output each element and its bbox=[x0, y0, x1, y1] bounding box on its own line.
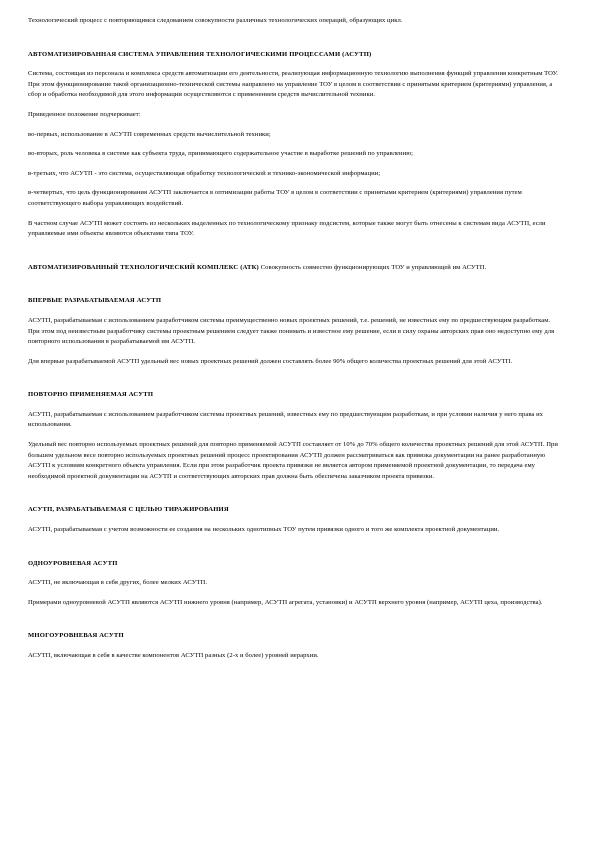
asutp-definition: Система, состоящая из персонала и комплекса средств автоматизации его деятельности, реализующая информационную технологию выполнения функций управления конкретным ТОУ. При этом функционирование такой организационно-технической системы направлено на управление ТОУ в целом в соответствии с принятыми критерием (критериями) управления, а сбор и обработка необходимой для этого информации осуществляются с применением средств вычислительной техники. bbox=[28, 70, 558, 99]
heading-atk: АВТОМАТИЗИРОВАННЫЙ ТЕХНОЛОГИЧЕСКИЙ КОМПЛЕКС (АТК) bbox=[28, 263, 259, 271]
first-developed-share: Для впервые разрабатываемой АСУТП удельный вес новых проектных решений должен составлять более 90% общего количества проектных решений для этой АСУТП. bbox=[28, 357, 513, 365]
asutp-subsystems: В частном случае АСУТП может состоять из нескольких выделенных по технологическому признаку подсистем, которые также могут быть отнесены к системам вида АСУТП, если управляемые ими объекты являются объектами типа ТОУ. bbox=[28, 219, 546, 238]
replication-definition: АСУТП, разрабатываемая с учетом возможности ее создания на нескольких однотипных ТОУ путем привязки одного и того же комплекта проектной документации. bbox=[28, 526, 500, 534]
heading-first-developed: ВПЕРВЫЕ РАЗРАБАТЫВАЕМАЯ АСУТП bbox=[28, 297, 162, 305]
asutp-point-2: во-вторых, роль человека в системе как субъекта труда, принимающего содержательное участие в выработке решений по управлению; bbox=[28, 150, 414, 158]
asutp-emphasis: Приведенное положение подчеркивает: bbox=[28, 110, 141, 118]
heading-single-level: ОДНОУРОВНЕВАЯ АСУТП bbox=[28, 559, 118, 567]
heading-replication: АСУТП, РАЗРАБАТЫВАЕМАЯ С ЦЕЛЬЮ ТИРАЖИРОВАНИЯ bbox=[28, 506, 229, 514]
reused-share: Удельный вес повторно используемых проектных решений для повторно применяемой АСУТП составляет от 10% до 70% общего количества проектных решений для этой АСУТП. При большем удельном весе повторно используемых проектных решений процесс проектирования АСУТП должен рассматриваться как привязка документации на ранее разработанную АСУТП к условиям конкретного объекта управления. Если при этом разработчик проекта привязки не является автором применяемой проектной документации, то передача ему необходимой проектной документации на АСУТП и соответствующих авторских прав должна быть обеспечена заказчиком проекта привязки. bbox=[28, 441, 558, 480]
document-page bbox=[28, 16, 562, 662]
heading-reused: ПОВТОРНО ПРИМЕНЯЕМАЯ АСУТП bbox=[28, 391, 154, 399]
heading-asutp: АВТОМАТИЗИРОВАННАЯ СИСТЕМА УПРАВЛЕНИЯ ТЕХНОЛОГИЧЕСКИМИ ПРОЦЕССАМИ (АСУТП) bbox=[28, 50, 372, 58]
first-developed-definition: АСУТП, разрабатываемая с использованием разработчиком системы преимущественно новых проектных решений, т.е. решений, не известных ему по предшествующим разработкам. При этом под неизвестным разработчику системы проектным решением следует также понимать и известное ему решение, если в силу охраны авторских прав оно недоступно ему для повторного использования в разрабатываемой им АСУТП. bbox=[28, 316, 555, 346]
heading-multi-level: МНОГОУРОВНЕВАЯ АСУТП bbox=[28, 632, 124, 640]
asutp-point-1: во-первых, использование в АСУТП современных средств вычислительной техники; bbox=[28, 130, 271, 138]
atk-paragraph bbox=[28, 263, 562, 274]
multi-level-definition: АСУТП, включающая в себя в качестве компонентов АСУТП разных (2-х и более) уровней иерархии. bbox=[28, 652, 319, 659]
single-level-examples: Примерами одноуровневой АСУТП являются АСУТП нижнего уровня (например, АСУТП агрегата, установки) и АСУТП верхнего уровня (например, АСУТП цеха, производства). bbox=[28, 598, 543, 606]
single-level-definition: АСУТП, не включающая в себя других, более мелких АСУТП. bbox=[28, 579, 208, 587]
asutp-point-4: в-четвертых, что цель функционирования АСУТП заключается в оптимизации работы ТОУ в целом в соответствии с принятыми критерием (критериями) управления путем соответствующего выбора управляющих воздействий. bbox=[28, 189, 522, 207]
intro-text: Технологический процесс с повторяющимся следованием совокупности различных технологических операций, образующих цикл. bbox=[28, 17, 403, 24]
asutp-point-3: в-третьих, что АСУТП - это система, осуществляющая обработку технологической и технико-экономической информации; bbox=[28, 169, 381, 177]
reused-definition: АСУТП, разрабатываемая с использованием разработчиком системы проектных решений, известных ему по предшествующим разработкам, и при условии наличия у него права их использования. bbox=[28, 410, 544, 429]
atk-definition: Совокупность совместно функционирующих ТОУ и управляющей им АСУТП. bbox=[258, 263, 487, 271]
